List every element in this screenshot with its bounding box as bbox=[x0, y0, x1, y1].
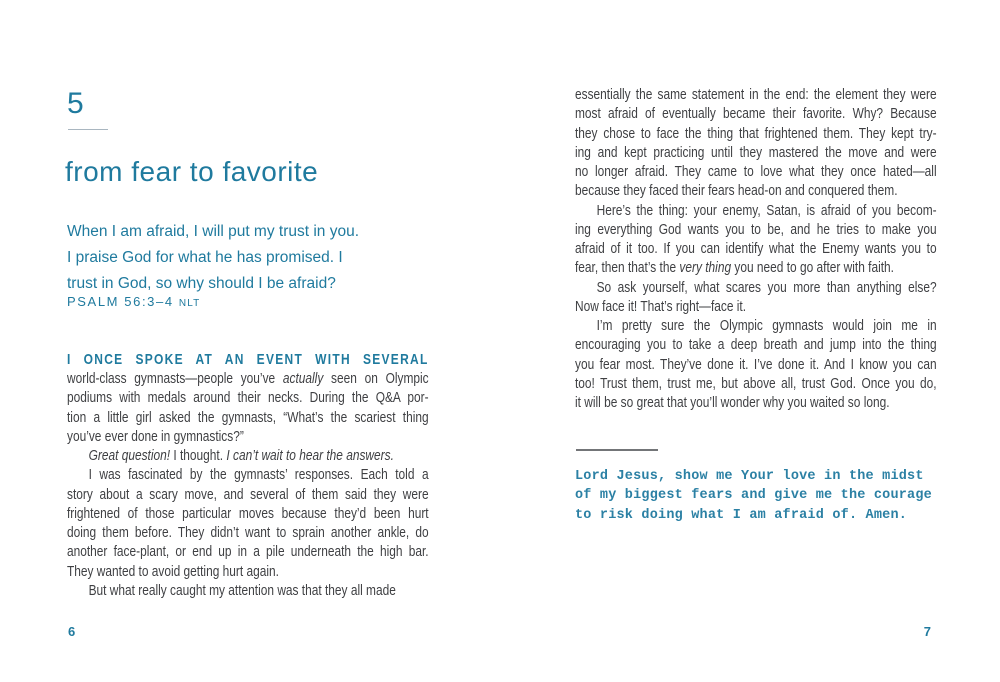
right-body-line: Now face it! That’s right—face it. bbox=[575, 298, 747, 315]
right-body-line: essentially the same statement in the end: the element they were bbox=[575, 87, 937, 103]
right-body-line: fear, then that’s the very thing you need to go after with faith. bbox=[575, 260, 894, 277]
epigraph-line: trust in God, so why should I be afraid? bbox=[67, 274, 336, 292]
right-body-line: you fear most. They’ve done it. I’ve done it. And I know you can bbox=[575, 356, 937, 373]
left-body-line: But what really caught my attention was that they all made bbox=[88, 582, 396, 599]
left-body-line: Great question! I thought. I can’t wait to hear the answers. bbox=[88, 448, 394, 464]
left-body-line: tion a little girl asked the gymnasts, “What’s the scariest thing bbox=[67, 409, 429, 426]
epigraph-line: I praise God for what he has promised. I bbox=[67, 248, 343, 266]
prayer-line: of my biggest fears and give me the courage bbox=[575, 488, 932, 504]
right-body-line: encouraging you to take a deep breath and jump into the thing bbox=[575, 337, 937, 354]
prayer-line: to risk doing what I am afraid of. Amen. bbox=[575, 507, 908, 523]
left-text-column bbox=[67, 350, 429, 601]
right-body-line: ing and kept practicing until they mastered the move and were bbox=[575, 144, 937, 161]
left-body-line: podiums with medals around their necks. During the Q&A por- bbox=[67, 390, 429, 407]
right-body-line: they chose to face the thing that frightened them. They kept try- bbox=[575, 125, 937, 142]
left-body-line: world-class gymnasts—people you’ve actually seen on Olympic bbox=[67, 371, 429, 387]
left-body-line: story about a scary move, and several of them said they were bbox=[67, 486, 429, 503]
right-body-line: ing everything God wants you to be, and he tries to make you bbox=[575, 221, 937, 238]
right-body-line: no longer afraid. They came to love what they once hated—all bbox=[575, 164, 937, 180]
scripture-reference bbox=[67, 294, 200, 309]
prayer-divider-rule bbox=[576, 449, 658, 451]
scripture-epigraph bbox=[67, 219, 359, 296]
epigraph-line: When I am afraid, I will put my trust in you. bbox=[67, 223, 360, 240]
right-body-line: afraid of it too. If you can identify what the Enemy wants you to bbox=[575, 241, 937, 257]
right-body-line: So ask yourself, what scares you more than anything else? bbox=[596, 279, 937, 296]
left-body-line: I was fascinated by the gymnasts’ responses. Each told a bbox=[88, 467, 429, 484]
prayer-line: Lord Jesus, show me Your love in the midst bbox=[575, 469, 924, 484]
right-body-line: because they faced their fears head-on and conquered them. bbox=[575, 183, 898, 200]
left-body-line: frightened of those particular moves because they’d been hurt bbox=[67, 505, 429, 522]
right-body-line: I’m pretty sure the Olympic gymnasts would join me in bbox=[596, 318, 937, 334]
left-body-line: They wanted to avoid getting hurt again. bbox=[67, 563, 279, 580]
page-number-left: 6 bbox=[68, 624, 76, 639]
right-text-column bbox=[575, 86, 937, 413]
right-body-line: most afraid of eventually became their favorite. Why? Because bbox=[575, 106, 937, 123]
chapter-number-rule bbox=[68, 129, 108, 130]
left-body-text bbox=[67, 370, 429, 601]
left-body-line: you’ve ever done in gymnastics?” bbox=[67, 428, 244, 445]
chapter-number: 5 bbox=[67, 87, 84, 120]
lead-in-heading: I ONCE SPOKE AT AN EVENT WITH SEVERAL bbox=[67, 351, 429, 368]
right-body-text bbox=[575, 86, 937, 413]
scripture-ref-text: PSALM 56:3–4 bbox=[67, 294, 174, 309]
right-body-line: it will be so great that you’ll wonder why you waited so long. bbox=[575, 395, 890, 411]
scripture-version: NLT bbox=[178, 298, 201, 309]
left-body-line: another face-plant, or end up in a pile underneath the high bar. bbox=[67, 544, 429, 561]
right-body-line: Here’s the thing: your enemy, Satan, is afraid of you becom- bbox=[596, 202, 937, 219]
page-number-right: 7 bbox=[923, 624, 931, 639]
right-body-line: too! Trust them, trust me, but above all, trust God. Once you do, bbox=[575, 375, 937, 392]
chapter-title: from fear to favorite bbox=[65, 156, 319, 187]
prayer-text bbox=[575, 467, 932, 525]
left-body-line: doing them before. They didn’t want to sprain another ankle, do bbox=[67, 525, 429, 541]
